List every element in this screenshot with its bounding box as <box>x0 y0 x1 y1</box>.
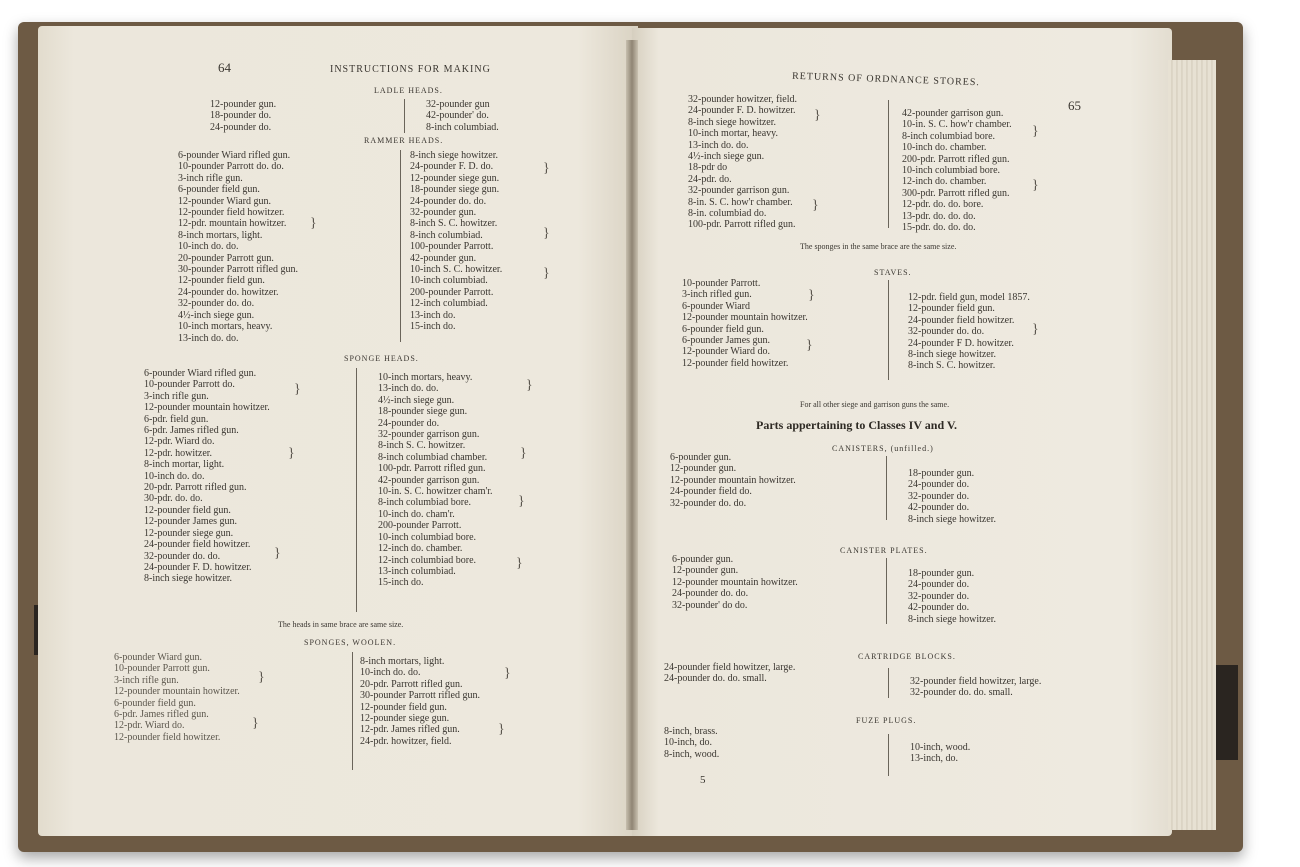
brace-mark: } <box>1032 124 1039 139</box>
list-line: 3-inch rifle gun. <box>144 390 209 402</box>
sponges-note: The sponges in the same brace are the same size. <box>800 242 957 251</box>
list-line: 12-inch columbiad bore. <box>378 554 477 566</box>
list-line: 6-pounder field gun. <box>682 323 764 335</box>
list-line: 24-pounder do. <box>210 121 272 133</box>
list-line: 200-pounder Parrott. <box>378 520 462 532</box>
column-divider <box>886 558 887 624</box>
page-edges <box>1168 60 1216 830</box>
list-line: 12-pdr. howitzer. <box>144 447 213 459</box>
fuze-plugs-right <box>910 742 970 765</box>
list-line: 24-pounder do. do. <box>672 588 749 600</box>
list-line: 10-pounder Parrott do. <box>144 379 235 391</box>
parts-heading: Parts appertaining to Classes IV and V. <box>756 418 958 432</box>
list-line: 13-inch do. do. <box>378 383 439 395</box>
list-line: 32-pounder do. do. <box>908 326 985 338</box>
column-divider <box>356 368 357 612</box>
list-line: 10-in. S. C. how'r chamber. <box>902 119 1012 131</box>
list-line: 12-pounder mountain howitzer. <box>114 686 240 698</box>
list-line: 12-pounder mountain howitzer. <box>144 402 270 414</box>
list-line: 100-pdr. Parrott rifled gun. <box>378 463 486 475</box>
list-line: 42-pounder garrison gun. <box>378 474 480 486</box>
list-line: 10-pounder Parrott do. do. <box>178 161 284 173</box>
section-heading-sponges-woolen: SPONGES, WOOLEN. <box>304 638 397 647</box>
signature-mark: 5 <box>700 774 706 786</box>
sponge-heads-right <box>378 372 493 589</box>
brace-mark: } <box>543 161 550 176</box>
list-line: 12-pounder mountain howitzer. <box>670 474 796 486</box>
list-line: 6-pounder gun. <box>672 554 734 565</box>
list-line: 10-inch do. do. <box>178 241 239 253</box>
list-line: 10-inch columbiad bore. <box>378 531 477 543</box>
list-line: 24-pounder F. D. howitzer. <box>144 561 252 573</box>
list-line: 24-pounder do. do. small. <box>664 673 767 685</box>
section-heading-rammer-heads: RAMMER HEADS. <box>364 136 444 145</box>
list-line: 200-pdr. Parrott rifled gun. <box>902 153 1010 165</box>
list-line: 10-inch columbiad bore. <box>902 165 1001 177</box>
list-line: 10-inch do. cham'r. <box>378 508 455 520</box>
column-divider <box>888 100 889 228</box>
list-line: 32-pounder do. do. <box>670 497 747 509</box>
list-line: 12-pdr. do. do. bore. <box>902 199 984 211</box>
list-line: 100-pdr. Parrott rifled gun. <box>688 219 796 231</box>
list-line: 8-inch, brass. <box>664 726 718 737</box>
list-line: 32-pounder do. do. <box>144 550 221 562</box>
staves-left <box>682 278 808 369</box>
list-line: 8-inch mortars, light. <box>178 229 263 241</box>
list-line: 12-inch columbiad. <box>410 298 488 310</box>
section-heading-canister-plates: CANISTER PLATES. <box>840 546 928 555</box>
list-line: 10-inch, wood. <box>910 742 971 753</box>
list-line: 42-pounder gun. <box>410 252 477 264</box>
section-heading-cartridge-blocks: CARTRIDGE BLOCKS. <box>858 652 956 661</box>
brace-mark: } <box>543 266 550 281</box>
list-line: 15-inch do. <box>410 321 456 333</box>
brace-mark: } <box>310 216 317 231</box>
list-line: 8-inch columbiad bore. <box>902 130 996 142</box>
list-line: 13-inch columbiad. <box>378 565 456 577</box>
list-line: 42-pounder garrison gun. <box>902 108 1004 119</box>
list-line: 10-inch, do. <box>664 737 713 749</box>
brace-mark: } <box>504 666 511 681</box>
list-line: 8-inch siege howitzer. <box>410 150 499 161</box>
list-line: 6-pounder gun. <box>670 452 732 463</box>
list-line: 24-pounder do. <box>378 417 440 429</box>
list-line: 12-pdr. mountain howitzer. <box>178 218 287 230</box>
list-line: 24-pounder F. D. do. <box>410 161 494 173</box>
column-divider <box>888 280 889 380</box>
list-line: 24-pdr. howitzer, field. <box>360 735 452 747</box>
list-line: 8-inch, wood. <box>664 748 720 760</box>
brace-mark: } <box>812 198 819 213</box>
list-line: 8-inch siege howitzer. <box>688 116 777 128</box>
sponges-woolen-left <box>114 652 240 743</box>
list-line: 12-pounder Wiard do. <box>682 346 771 358</box>
list-line: 30-pdr. do. do. <box>144 493 203 505</box>
section-heading-ladle-heads: LADLE HEADS. <box>374 86 443 95</box>
list-line: 12-pounder field gun. <box>178 275 265 287</box>
list-line: 10-inch S. C. howitzer. <box>410 264 503 276</box>
list-line: 18-pdr do <box>688 162 728 174</box>
list-line: 32-pounder do. do. <box>178 298 255 310</box>
canisters-left <box>670 452 796 509</box>
list-line: 300-pdr. Parrott rifled gun. <box>902 187 1010 199</box>
list-line: 15-inch do. <box>378 577 424 589</box>
section-heading-canisters: CANISTERS, (unfilled.) <box>832 444 934 453</box>
list-line: 12-pounder mountain howitzer. <box>682 312 808 324</box>
list-line: 4½-inch siege gun. <box>178 309 255 321</box>
list-line: 12-pounder field howitzer. <box>114 731 221 743</box>
list-line: 10-inch do. do. <box>144 470 205 482</box>
list-line: 42-pounder do. <box>908 602 970 614</box>
list-line: 8-inch columbiad bore. <box>378 497 472 509</box>
list-line: 3-inch rifle gun. <box>114 674 179 686</box>
list-line: 4½-inch siege gun. <box>688 151 765 163</box>
list-line: 12-pounder gun. <box>672 565 739 577</box>
list-line: 20-pdr. Parrott rifled gun. <box>144 482 247 494</box>
canisters-right <box>908 468 996 525</box>
list-line: 32-pounder' do do. <box>672 599 748 611</box>
left-page <box>38 26 638 836</box>
list-line: 12-pounder siege gun. <box>410 172 500 184</box>
staves-right <box>908 292 1030 372</box>
page-number: 65 <box>1068 98 1081 113</box>
list-line: 42-pounder' do. <box>426 110 489 122</box>
list-line: 20-pdr. Parrott rifled gun. <box>360 678 463 690</box>
brace-mark: } <box>1032 322 1039 337</box>
list-line: 12-pounder field howitzer. <box>682 357 789 369</box>
list-line: 6-pounder field gun. <box>178 184 260 196</box>
list-line: 32-pounder do. <box>908 490 970 502</box>
list-line: 24-pounder do. howitzer. <box>178 286 279 298</box>
list-line: 6-pounder Wiard <box>682 300 751 312</box>
list-line: 10-inch do. do. <box>360 667 421 679</box>
list-line: 32-pounder do. do. small. <box>910 687 1013 699</box>
list-line: 12-pounder Wiard gun. <box>178 195 272 207</box>
list-line: 12-pounder gun. <box>670 463 737 475</box>
list-line: 24-pounder field do. <box>670 486 752 498</box>
brace-mark: } <box>808 288 815 303</box>
list-line: 6-pdr. James rifled gun. <box>144 425 239 437</box>
canister-plates-left <box>672 554 798 611</box>
list-line: 32-pounder do. <box>908 590 970 602</box>
list-line: 18-pounder do. <box>210 110 272 122</box>
list-line: 6-pounder field gun. <box>114 697 196 709</box>
brace-mark: } <box>1032 178 1039 193</box>
brace-mark: } <box>258 670 265 685</box>
list-line: 32-pounder garrison gun. <box>688 185 790 197</box>
brace-mark: } <box>252 716 259 731</box>
brace-mark: } <box>288 446 295 461</box>
list-line: 10-pounder Parrott gun. <box>114 663 210 675</box>
staves-note: For all other siege and garrison guns the same. <box>800 400 950 409</box>
list-line: 12-inch do. chamber. <box>378 543 463 555</box>
list-line: 10-inch mortars, heavy. <box>178 321 273 333</box>
list-line: 8-inch siege howitzer. <box>144 573 233 585</box>
sponges-continued-right <box>902 108 1012 233</box>
list-line: 18-pounder siege gun. <box>378 406 468 418</box>
list-line: 3-inch rifled gun. <box>682 289 752 301</box>
book-gutter <box>626 40 638 830</box>
cartridge-blocks-right <box>910 676 1041 699</box>
brace-mark: } <box>814 108 821 123</box>
list-line: 12-pounder siege gun. <box>360 713 450 725</box>
list-line: 8-inch mortar, light. <box>144 459 225 471</box>
brace-mark: } <box>526 378 533 393</box>
list-line: 8-inch mortars, light. <box>360 656 445 667</box>
sponge-heads-note: The heads in same brace are same size. <box>278 620 404 629</box>
list-line: 18-pounder siege gun. <box>410 184 500 196</box>
running-header: RETURNS OF ORDNANCE STORES. <box>791 70 981 89</box>
list-line: 32-pounder gun. <box>410 207 477 219</box>
column-divider <box>352 652 353 770</box>
brace-mark: } <box>520 446 527 461</box>
brace-mark: } <box>294 382 301 397</box>
list-line: 32-pounder field howitzer, large. <box>910 676 1042 687</box>
list-line: 6-pdr. James rifled gun. <box>114 709 209 721</box>
list-line: 8-inch S. C. howitzer. <box>908 360 996 372</box>
list-line: 8-inch columbiad. <box>410 229 483 241</box>
list-line: 12-pdr. James rifled gun. <box>360 724 460 736</box>
sponge-heads-left <box>144 368 270 585</box>
list-line: 6-pounder James gun. <box>682 335 771 347</box>
brace-mark: } <box>806 338 813 353</box>
list-line: 30-pounder Parrott rifled gun. <box>178 264 298 276</box>
list-line: 12-pounder field gun. <box>144 504 231 516</box>
list-line: 12-pounder mountain howitzer. <box>672 576 798 588</box>
list-line: 10-in. S. C. howitzer cham'r. <box>378 486 493 498</box>
list-line: 8-inch S. C. howitzer. <box>378 440 466 452</box>
list-line: 24-pounder do. do. <box>410 195 487 207</box>
brace-mark: } <box>543 226 550 241</box>
brace-mark: } <box>518 494 525 509</box>
column-divider <box>400 150 401 342</box>
list-line: 24-pounder do. <box>908 479 970 491</box>
list-line: 24-pdr. do. <box>688 173 732 185</box>
list-line: 12-pounder gun. <box>210 99 277 110</box>
list-line: 15-pdr. do. do. do. <box>902 222 976 234</box>
list-line: 8-inch columbiad. <box>426 121 499 133</box>
section-heading-fuze-plugs: FUZE PLUGS. <box>856 716 917 725</box>
list-line: 8-inch siege howitzer. <box>908 349 997 361</box>
section-heading-sponge-heads: SPONGE HEADS. <box>344 354 419 363</box>
list-line: 13-inch do. do. <box>178 332 239 344</box>
list-line: 20-pounder Parrott gun. <box>178 252 274 264</box>
list-line: 200-pounder Parrott. <box>410 286 494 298</box>
running-header: INSTRUCTIONS FOR MAKING <box>330 64 491 75</box>
list-line: 32-pounder howitzer, field. <box>688 94 798 105</box>
list-line: 13-inch do. do. <box>688 139 749 151</box>
rammer-heads-left <box>178 150 298 344</box>
brace-mark: } <box>516 556 523 571</box>
list-line: 32-pounder gun <box>426 99 490 110</box>
list-line: 12-pounder James gun. <box>144 516 238 528</box>
list-line: 13-inch, do. <box>910 753 959 765</box>
list-line: 12-pounder field gun. <box>908 303 995 315</box>
right-page <box>632 28 1172 836</box>
cartridge-blocks-left <box>664 662 795 685</box>
list-line: 10-inch mortars, heavy. <box>378 372 473 383</box>
list-line: 6-pounder Wiard rifled gun. <box>178 150 291 161</box>
column-divider <box>404 99 405 133</box>
list-line: 10-pounder Parrott. <box>682 278 761 289</box>
list-line: 100-pounder Parrott. <box>410 241 494 253</box>
section-heading-staves: STAVES. <box>874 268 912 277</box>
list-line: 6-pounder Wiard gun. <box>114 652 203 663</box>
page-number: 64 <box>218 60 231 75</box>
list-line: 12-pdr. field gun, model 1857. <box>908 292 1030 303</box>
list-line: 24-pounder field howitzer. <box>908 314 1015 326</box>
list-line: 8-in. columbiad do. <box>688 208 767 220</box>
column-divider <box>888 734 889 776</box>
list-line: 12-inch do. chamber. <box>902 176 987 188</box>
ladle-heads-left <box>210 99 276 133</box>
list-line: 24-pounder do. <box>908 579 970 591</box>
list-line: 4½-inch siege gun. <box>378 394 455 406</box>
list-line: 18-pounder gun. <box>908 568 975 579</box>
list-line: 12-pdr. Wiard do. <box>114 720 185 732</box>
brace-mark: } <box>274 546 281 561</box>
rammer-heads-right <box>410 150 502 333</box>
list-line: 12-pdr. Wiard do. <box>144 436 215 448</box>
list-line: 8-inch siege howitzer. <box>908 513 997 525</box>
list-line: 12-pounder field howitzer. <box>178 207 285 219</box>
brace-mark: } <box>498 722 505 737</box>
list-line: 13-pdr. do. do. do. <box>902 210 976 222</box>
list-line: 42-pounder do. <box>908 502 970 514</box>
list-line: 12-pounder field gun. <box>360 701 447 713</box>
list-line: 8-in. S. C. how'r chamber. <box>688 196 793 208</box>
list-line: 24-pounder field howitzer, large. <box>664 662 796 673</box>
list-line: 24-pounder field howitzer. <box>144 539 251 551</box>
list-line: 6-pounder Wiard rifled gun. <box>144 368 257 379</box>
list-line: 8-inch columbiad chamber. <box>378 451 488 463</box>
list-line: 10-inch do. chamber. <box>902 142 987 154</box>
sponges-continued-left <box>688 94 797 231</box>
list-line: 12-pounder siege gun. <box>144 527 234 539</box>
list-line: 10-inch mortar, heavy. <box>688 128 779 140</box>
list-line: 13-inch do. <box>410 309 456 321</box>
list-line: 3-inch rifle gun. <box>178 172 243 184</box>
list-line: 6-pdr. field gun. <box>144 413 209 425</box>
list-line: 24-pounder F D. howitzer. <box>908 337 1014 349</box>
canister-plates-right <box>908 568 996 625</box>
sponges-woolen-right <box>360 656 480 747</box>
list-line: 32-pounder garrison gun. <box>378 429 480 441</box>
ladle-heads-right <box>426 99 499 133</box>
list-line: 8-inch siege howitzer. <box>908 613 997 625</box>
column-divider <box>888 668 889 698</box>
list-line: 10-inch columbiad. <box>410 275 488 287</box>
fuze-plugs-left <box>664 726 719 760</box>
list-line: 24-pounder F. D. howitzer. <box>688 105 796 117</box>
column-divider <box>886 456 887 520</box>
list-line: 30-pounder Parrott rifled gun. <box>360 690 480 702</box>
list-line: 8-inch S. C. howitzer. <box>410 218 498 230</box>
list-line: 18-pounder gun. <box>908 468 975 479</box>
